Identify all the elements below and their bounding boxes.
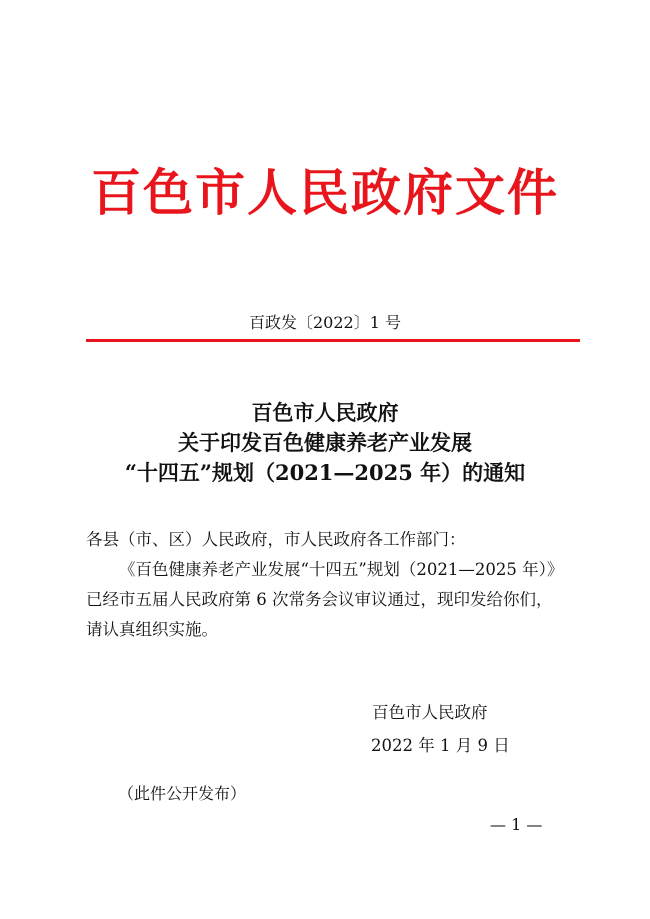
page-number: — 1 —	[490, 815, 543, 834]
body-line: 请认真组织实施。	[86, 620, 218, 639]
notice-title-line: 关于印发百色健康养老产业发展	[178, 430, 472, 455]
red-masthead-title: 百色市人民政府文件	[91, 163, 559, 222]
body-paragraph	[86, 555, 580, 645]
release-note: （此件公开发布）	[118, 784, 247, 803]
signature-date: 2022 年 1 月 9 日	[371, 736, 510, 755]
notice-title	[0, 398, 650, 488]
red-separator-rule	[86, 339, 580, 342]
document-number: 百政发〔2022〕1 号	[249, 313, 401, 332]
body-line: 已经市五届人民政府第 6 次常务会议审议通过，现印发给你们，	[86, 590, 553, 609]
body-line: 《百色健康养老产业发展“十四五”规划（2021—2025 年）》	[119, 560, 564, 579]
notice-title-line: “十四五”规划（2021—2025 年）的通知	[124, 460, 526, 485]
signature-organization: 百色市人民政府	[372, 703, 488, 722]
addressee: 各县（市、区）人民政府，市人民政府各工作部门：	[86, 530, 466, 549]
notice-title-line: 百色市人民政府	[251, 400, 399, 425]
